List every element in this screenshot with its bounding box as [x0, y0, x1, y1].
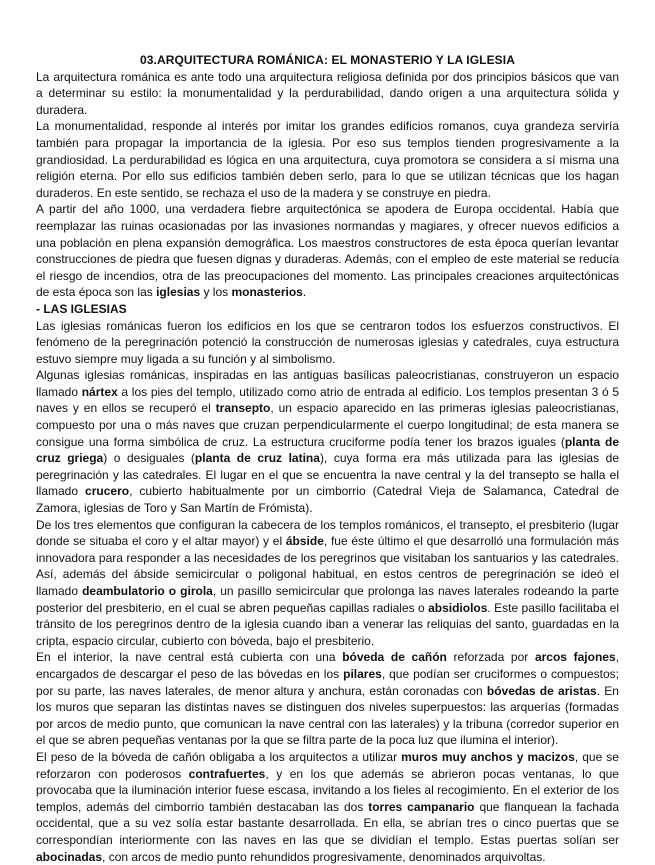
- page-title: 03.ARQUITECTURA ROMÁNICA: EL MONASTERIO Y LA IGLESIA: [139, 53, 515, 67]
- document-page: [36, 52, 619, 865]
- section-heading-iglesias: - LAS IGLESIAS: [36, 301, 127, 316]
- paragraph-year-1000: A partir del año 1000, una verdadera fiebre arquitectónica se apodera de Europa occidental. Había que reemplazar las ruinas ocasionadas por las invasiones normandas y magiares, y ofrecer nuevos edificios a una población en plena expansión demográfica. Los maestros constructores de esta época querían levantar construcciones de piedra que fuesen dignas y duraderas. Además, con el empleo de este material se reducía el riesgo de incendios, otra de las preocupaciones del momento. Las principales creaciones arquitectónicas de esta época son las iglesias y los monasterios.: [36, 202, 619, 300]
- paragraph-interior: En el interior, la nave central está cubierta con una bóveda de cañón reforzada por arcos fajones, encargados de descargar el peso de las bóvedas en los pilares, que podían ser cruciformes o compuestos; por su parte, las naves laterales, de menor altura y anchura, están coronadas con bóvedas de aristas. En los muros que separan las distintas naves se distinguen dos niveles superpuestos: las arquerías (formadas por arcos de medio punto, que comunican la nave central con las laterales) y la tribuna (corredor superior en el que se abren pequeñas ventanas por la que se filtra parte de la poca luz que ilumina el interior).: [36, 650, 619, 748]
- paragraph-intro: La arquitectura románica es ante todo una arquitectura religiosa definida por dos principios básicos que van a determinar su estilo: la monumentalidad y la perdurabilidad, dando origen a una arquitectura sólida y duradera.: [36, 69, 619, 117]
- paragraph-walls: El peso de la bóveda de cañón obligaba a los arquitectos a utilizar muros muy anchos y macizos, que se reforzaron con poderosos contrafuertes, y en los que además se abrieron pocas ventanas, lo que provocaba que la iluminación interior fuese escasa, invitando a los fieles al recogimiento. En el exterior de los templos, además del cimborrio también destacaban las dos torres campanario que flanquean la fachada occidental, que a su vez solía estar bastante desarrollada. En ella, se abrían tres o cinco puertas que se correspondían interiormente con las naves en las que se dividían el templo. Estas puertas solían ser abocinadas, con arcos de medio punto rehundidos progresivamente, denominados arquivoltas.: [36, 749, 619, 864]
- paragraph-pilgrimage: Las iglesias románicas fueron los edificios en los que se centraron todos los esfuerzos constructivos. El fenómeno de la peregrinación potenció la construcción de numerosas iglesias y catedrales, cuya estructura estuvo siempre muy ligada a su función y al simbolismo.: [36, 318, 619, 366]
- paragraph-apse: De los tres elementos que configuran la cabecera de los templos románicos, el transepto, el presbiterio (lugar donde se situaba el coro y el altar mayor) y el ábside, fue éste último el que desarrolló una formulación más innovadora para responder a las necesidades de los peregrinos que visitaban los santuarios y las catedrales. Así, además del ábside semicircular o poligonal habitual, en estos centros de peregrinación se ideó el llamado deambulatorio o girola, un pasillo semicircular que prolonga las naves laterales rodeando la parte posterior del presbiterio, en el cual se abren pequeñas capillas radiales o absidiolos. Este pasillo facilitaba el tránsito de los peregrinos dentro de la iglesia cuando iban a venerar las reliquias del santo, guardadas en la cripta, espacio circular, cubierto con bóveda, bajo el presbiterio.: [36, 517, 619, 648]
- paragraph-basilicas: Algunas iglesias románicas, inspiradas en las antiguas basílicas paleocristianas, construyeron un espacio llamado nártex a los pies del templo, utilizado como atrio de entrada al edificio. Los templos presentan 3 ó 5 naves y en ellos se recuperó el transepto, un espacio aparecido en las primeras iglesias paleocristianas, compuesto por una o más naves que cruzan perpendicularmente el cuerpo longitudinal; de esta manera se consigue una forma simbólica de cruz. La estructura cruciforme podía tener los brazos iguales (planta de cruz griega) o desiguales (planta de cruz latina), cuya forma era más utilizada para las iglesias de peregrinación y las catedrales. El lugar en el que se encuentra la nave central y la del transepto se halla el llamado crucero, cubierto habitualmente por un cimborrio (Catedral Vieja de Salamanca, Catedral de Zamora, iglesias de Toro y San Martín de Frómista).: [36, 368, 620, 516]
- paragraph-monumentality: La monumentalidad, responde al interés por imitar los grandes edificios romanos, cuya grandeza serviría también para propagar la importancia de la iglesia. Por eso sus templos tienden progresivamente a la grandiosidad. La perdurabilidad es lógica en una arquitectura, cuya promotora se considera a sí misma una religión eterna. Por ello sus edificios también deben serlo, para lo que se utilizan técnicas que los hagan duraderos. En este sentido, se rechaza el uso de la madera y se construye en piedra.: [36, 119, 619, 200]
